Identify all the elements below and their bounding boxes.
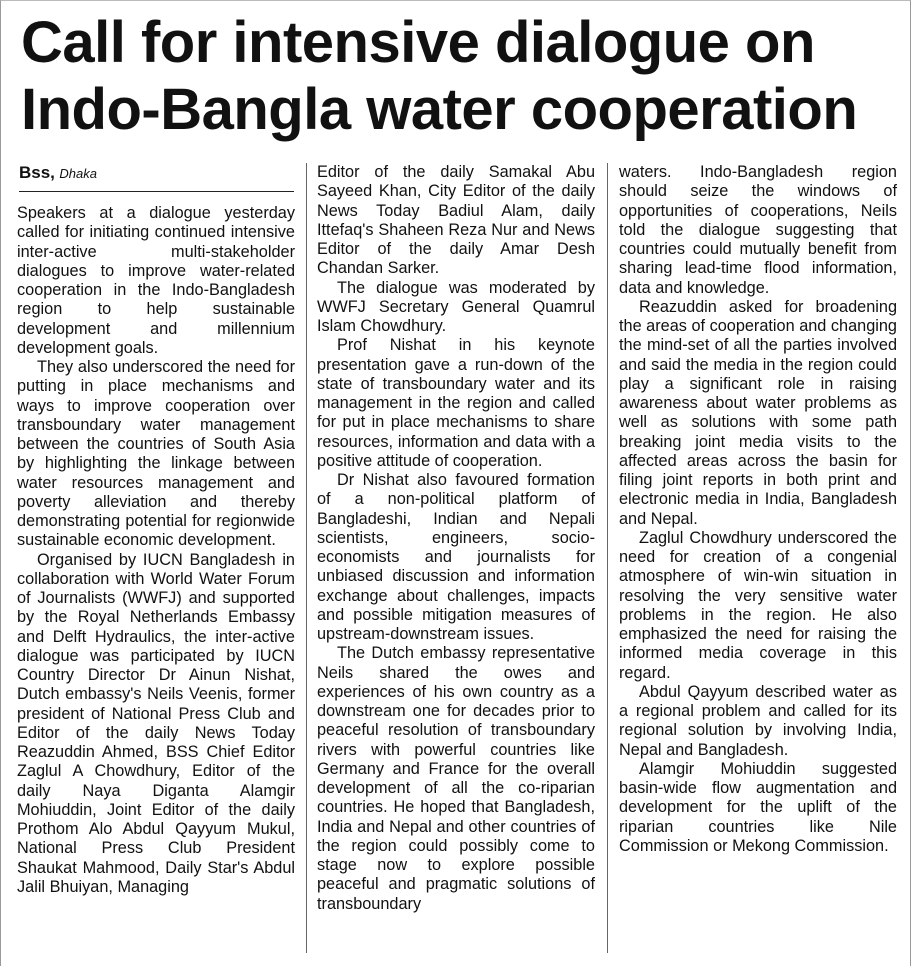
article-column-3 [619, 163, 897, 856]
headline [21, 9, 901, 143]
article-column-1 [17, 204, 295, 897]
article-paragraph: Prof Nishat in his keynote presentation gave a run-down of the state of transboundary water and its management in the region and called for put in place mechanisms to share resources, information and data with a positive attitude of cooperation. [317, 336, 595, 470]
article-paragraph: Zaglul Chowdhury underscored the need for creation of a congenial atmosphere of win-win situation in resolving the very sensitive water problems in the region. He also emphasized the need for raising the informed media coverage in this regard. [619, 528, 897, 682]
byline [19, 163, 294, 192]
article-paragraph: Alamgir Mohiuddin suggested basin-wide flow augmentation and development for the uplift of the riparian countries like Nile Commission or Mekong Commission. [619, 759, 897, 855]
article-paragraph: The Dutch embassy representative Neils shared the owes and experiences of his own country as a downstream one for decades prior to peaceful resolution of transboundary rivers with powerful countries like Germany and France for the overall development of all the co-riparian countries. He hoped that Bangladesh, India and Nepal and other countries of the region could possibly come to stage now to explore possible peaceful and pragmatic solutions of transboundary [317, 644, 595, 913]
byline-place: Dhaka [59, 166, 97, 181]
article-paragraph: waters. Indo-Bangladesh region should seize the windows of opportunities of cooperations, Neils told the dialogue suggesting that countries could mutually benefit from sharing lead-time flood information, data and knowledge. [619, 163, 897, 297]
headline-line-2: Indo-Bangla water cooperation [21, 77, 858, 142]
column-divider [607, 163, 608, 953]
article-paragraph: Speakers at a dialogue yesterday called for initiating continued intensive inter-active multi-stakeholder dialogues to improve water-related cooperation in the Indo-Bangladesh region to help sustainable development and millennium development goals. [17, 204, 295, 357]
article-column-2 [317, 163, 595, 914]
article-paragraph: Editor of the daily Samakal Abu Sayeed Khan, City Editor of the daily News Today Badiul Alam, daily Ittefaq's Shaheen Reza Nur and News Editor of the daily Amar Desh Chandan Sarker. [317, 163, 595, 278]
article-paragraph: They also underscored the need for putting in place mechanisms and ways to improve cooperation over transboundary water management between the countries of South Asia by highlighting the linkage between water resources management and poverty alleviation and thereby demonstrating potential for regionwide sustainable economic development. [17, 358, 295, 550]
article-paragraph: Organised by IUCN Bangladesh in collaboration with World Water Forum of Journalists (WWFJ) and supported by the Royal Netherlands Embassy and Delft Hydraulics, the inter-active dialogue was participated by IUCN Country Director Dr Ainun Nishat, Dutch embassy's Neils Veenis, former president of National Press Club and Editor of the daily News Today Reazuddin Ahmed, BSS Chief Editor Zaglul A Chowdhury, Editor of the daily Naya Diganta Alamgir Mohiuddin, Joint Editor of the daily Prothom Alo Abdul Qayyum Mukul, National Press Club President Shaukat Mahmood, Daily Star's Abdul Jalil Bhuiyan, Managing [17, 550, 295, 896]
article-paragraph: The dialogue was moderated by WWFJ Secretary General Quamrul Islam Chowdhury. [317, 278, 595, 335]
article-paragraph: Abdul Qayyum described water as a regional problem and called for its regional solution by involving India, Nepal and Bangladesh. [619, 682, 897, 759]
byline-agency: Bss, [19, 163, 55, 182]
article-paragraph: Dr Nishat also favoured formation of a non-political platform of Bangladeshi, Indian and Nepali scientists, engineers, socio-economists and journalists for unbiased discussion and information exchange about challenges, impacts and possible mitigation measures of upstream-downstream issues. [317, 471, 595, 643]
article-paragraph: Reazuddin asked for broadening the areas of cooperation and changing the mind-set of all the parties involved and said the media in the region could play a significant role in raising awareness about water problems as well as solutions with some path breaking joint media visits to the affected areas across the basin for filing joint reports in both print and electronic media in India, Bangladesh and Nepal. [619, 297, 897, 528]
headline-line-1: Call for intensive dialogue on [21, 10, 815, 75]
column-divider [306, 163, 307, 953]
